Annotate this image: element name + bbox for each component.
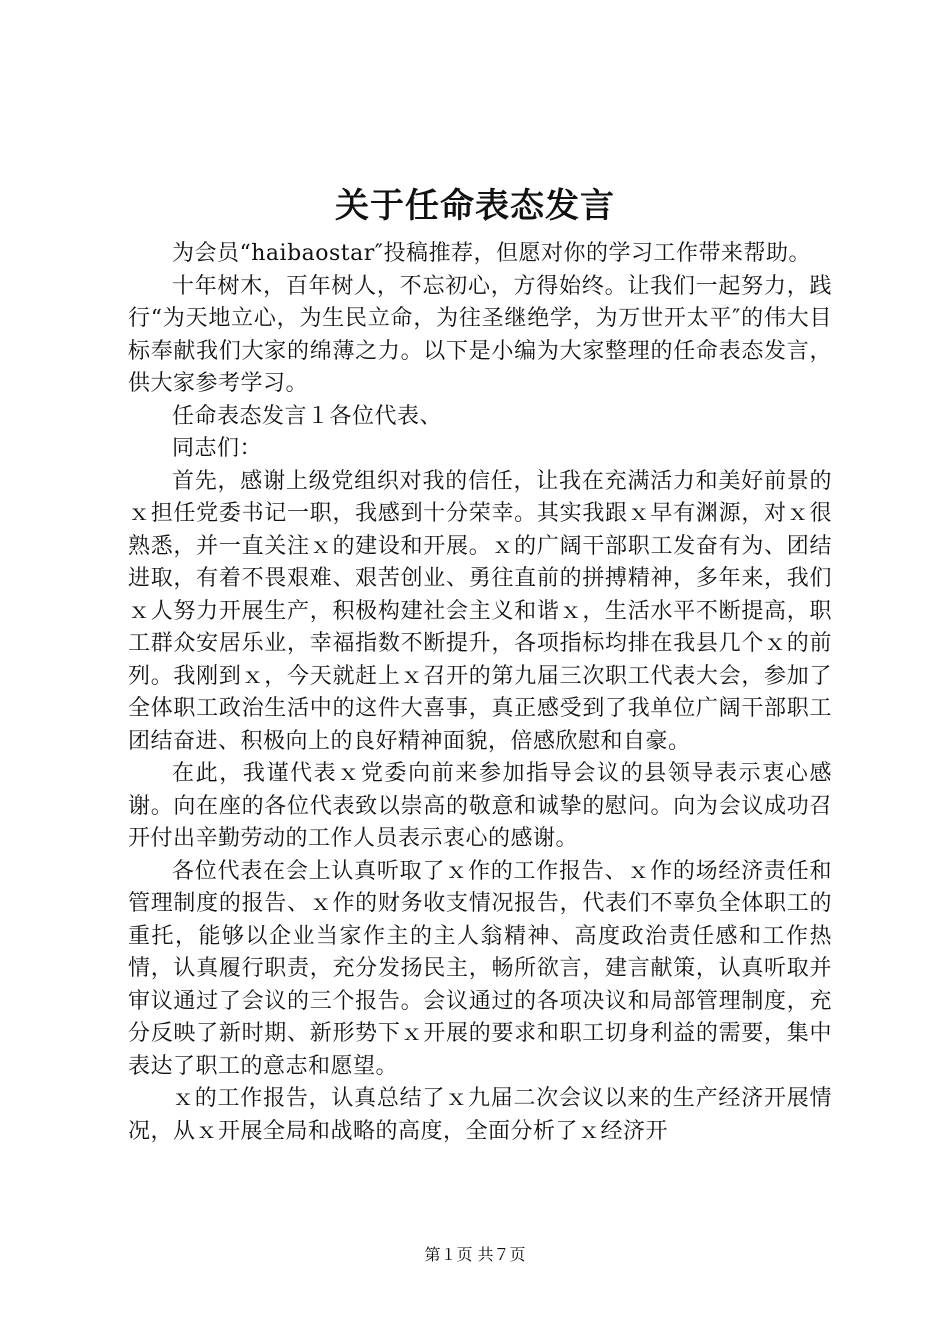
paragraph-salutation: 同志们：	[172, 436, 263, 461]
document-title: 关于任命表态发言	[335, 186, 615, 226]
paragraph-body: 各位代表在会上认真听取了ｘ作的工作报告、ｘ作的场经济责任和管理制度的报告、ｘ作的财务收支情况报告，代表们不辜负全体职工的重托，能够以企业当家作主的主人翁精神、高度政治责任感和工作热情，认真履行职责，充分发扬民主，畅所欲言，建言献策，认真听取并审议通过了会议的三个报告。会议通过的各项决议和局部管理制度，充分反映了新时期、新形势下ｘ开展的要求和职工切身利益的需要，集中表达了职工的意志和愿望。	[128, 858, 832, 1079]
paragraph-body: 在此，我谨代表ｘ党委向前来参加指导会议的县领导表示衷心感谢。向在座的各位代表致以崇高的敬意和诚挚的慰问。向为会议成功召开付出辛勤劳动的工作人员表示衷心的感谢。	[128, 761, 832, 851]
paragraph-heading: 任命表态发言１各位代表、	[172, 403, 443, 429]
paragraph-motto: 十年树木，百年树人，不忘初心，方得始终。让我们一起努力，践行“为天地立心，为生民立命，为往圣继绝学，为万世开太平″的伟大目标奉献我们大家的绵薄之力。以下是小编为大家整理的任命表态发言，供大家参考学习。	[128, 273, 832, 396]
paragraph-body: ｘ的工作报告，认真总结了ｘ九届二次会议以来的生产经济开展情况，从ｘ开展全局和战略的高度，全面分析了ｘ经济开	[128, 1086, 832, 1144]
document-body	[128, 238, 832, 1148]
page-footer: 第１页 共７页	[424, 1245, 526, 1264]
paragraph-body: 首先，感谢上级党组织对我的信任，让我在充满活力和美好前景的ｘ担任党委书记一职，我感到十分荣幸。其实我跟ｘ早有渊源，对ｘ很熟悉，并一直关注ｘ的建设和开展。ｘ的广阔干部职工发奋有为、团结进取，有着不畏艰难、艰苦创业、勇往直前的拼搏精神，多年来，我们ｘ人努力开展生产，积极构建社会主义和谐ｘ，生活水平不断提高，职工群众安居乐业，幸福指数不断提升，各项指标均排在我县几个ｘ的前列。我刚到ｘ，今天就赶上ｘ召开的第九届三次职工代表大会，参加了全体职工政治生活中的这件大喜事，真正感受到了我单位广阔干部职工团结奋进、积极向上的良好精神面貌，倍感欣慰和自豪。	[128, 468, 832, 754]
paragraph-intro: 为会员“haibaostar″投稿推荐，但愿对你的学习工作带来帮助。	[172, 241, 811, 266]
